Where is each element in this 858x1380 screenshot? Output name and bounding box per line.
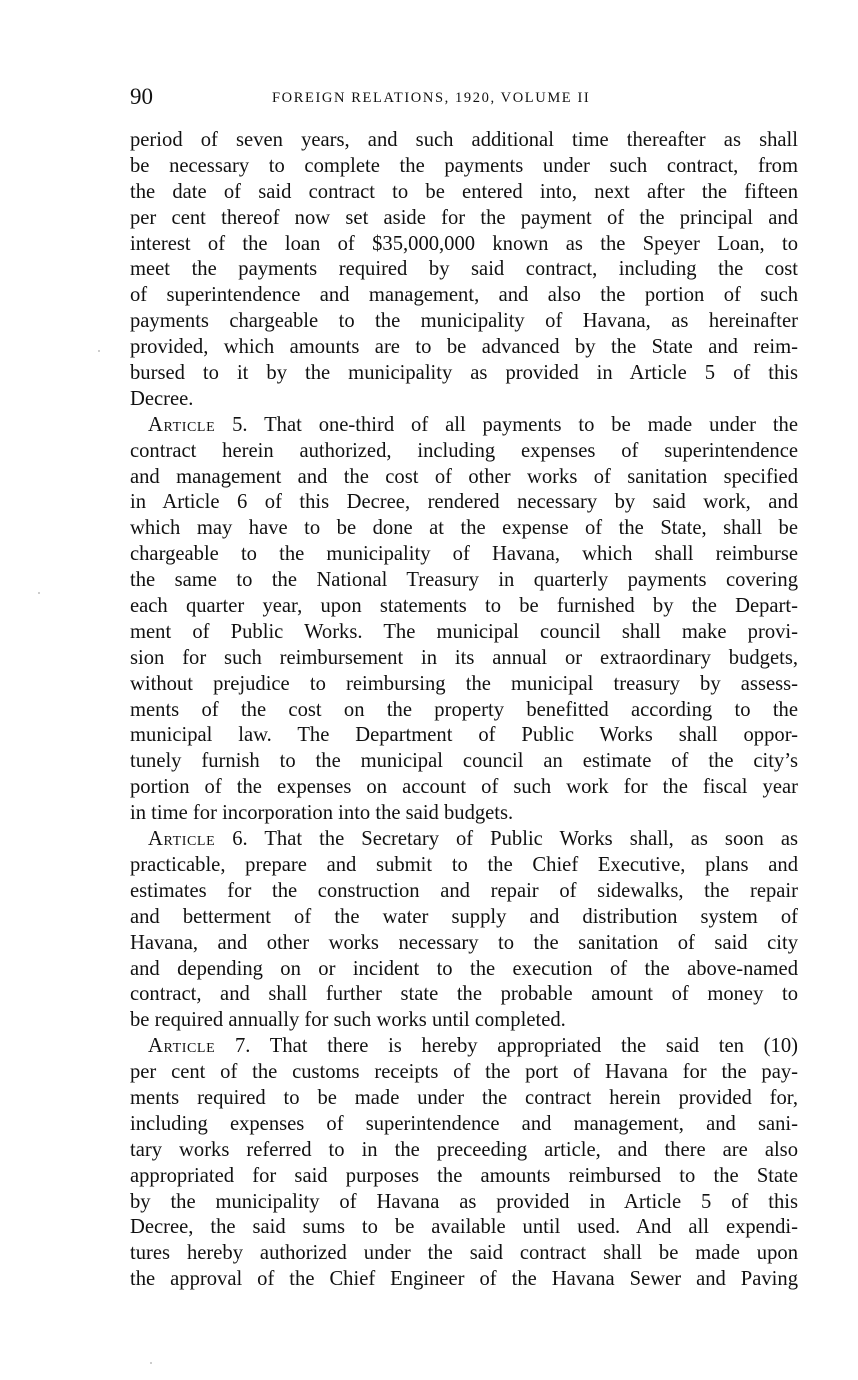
running-head-title: FOREIGN RELATIONS, 1920, VOLUME II (272, 90, 591, 106)
text-line: be necessary to complete the payments under such contract, from (130, 154, 798, 177)
text-line: ments of the cost on the property benefitted according to the (130, 698, 798, 721)
text-line: which may have to be done at the expense of the State, shall be (130, 517, 798, 540)
article-5-paragraph (130, 413, 798, 827)
text-line: practicable, prepare and submit to the Chief Executive, plans and (130, 853, 798, 876)
text-line: payments chargeable to the municipality of Havana, as hereinafter (130, 310, 798, 333)
article-label: Article (148, 413, 216, 436)
text-line: the same to the National Treasury in quarterly payments covering (130, 569, 798, 592)
paragraph-continuation (130, 128, 798, 413)
text-line: contract herein authorized, including expenses of superintendence (130, 439, 798, 462)
text-line: per cent thereof now set aside for the payment of the principal and (130, 206, 798, 229)
text-line: and management and the cost of other works of sanitation specified (130, 465, 798, 488)
text-line: of superintendence and management, and also the portion of such (130, 284, 798, 307)
text-line: and depending on or incident to the execution of the above-named (130, 957, 798, 980)
article-5-first-line (130, 413, 798, 439)
scan-speck (150, 1362, 152, 1364)
article-7-first-line-text: 7. That there is hereby appropriated the said ten (10) (215, 1035, 798, 1058)
text-line: tunely furnish to the municipal council an estimate of the city’s (130, 750, 798, 773)
text-line: the approval of the Chief Engineer of the Havana Sewer and Paving (130, 1268, 798, 1291)
text-line: municipal law. The Department of Public Works shall oppor- (130, 724, 798, 747)
text-line: tary works referred to in the preceeding article, and there are also (130, 1138, 798, 1161)
text-line: each quarter year, upon statements to be furnished by the Depart- (130, 595, 798, 618)
text-line: be required annually for such works until completed. (130, 1009, 566, 1032)
text-line: by the municipality of Havana as provided in Article 5 of this (130, 1190, 798, 1213)
text-line: including expenses of superintendence and management, and sani- (130, 1112, 798, 1135)
text-line: interest of the loan of $35,000,000 known as the Speyer Loan, to (130, 232, 798, 255)
text-line: sion for such reimbursement in its annual or extraordinary budgets, (130, 646, 798, 669)
text-line: chargeable to the municipality of Havana, which shall reimburse (130, 543, 798, 566)
text-line: in time for incorporation into the said budgets. (130, 802, 514, 825)
article-label: Article (148, 828, 216, 851)
text-line: contract, and shall further state the probable amount of money to (130, 983, 798, 1006)
page-number: 90 (130, 84, 153, 109)
text-line: provided, which amounts are to be advanced by the State and reim- (130, 336, 798, 359)
text-line: appropriated for said purposes the amounts reimbursed to the State (130, 1164, 798, 1187)
text-line: portion of the expenses on account of such work for the fiscal year (130, 776, 798, 799)
text-line: without prejudice to reimbursing the municipal treasury by assess- (130, 672, 798, 695)
text-line: meet the payments required by said contract, including the cost (130, 258, 798, 281)
text-line: ments required to be made under the contract herein provided for, (130, 1086, 798, 1109)
text-line: Havana, and other works necessary to the sanitation of said city (130, 931, 798, 954)
text-line: in Article 6 of this Decree, rendered necessary by said work, and (130, 491, 798, 514)
text-line: tures hereby authorized under the said contract shall be made upon (130, 1242, 798, 1265)
scan-speck (98, 350, 100, 352)
article-6-first-line (130, 827, 798, 853)
article-7-paragraph (130, 1034, 798, 1293)
body-text (130, 128, 798, 1293)
text-line: bursed to it by the municipality as provided in Article 5 of this (130, 362, 798, 385)
article-5-first-line-text: 5. That one-third of all payments to be made under the (215, 413, 798, 436)
text-line: and betterment of the water supply and distribution system of (130, 905, 798, 928)
scan-speck (38, 592, 40, 594)
text-line: Decree, the said sums to be available until used. And all expendi- (130, 1216, 798, 1239)
text-line: Decree. (130, 387, 194, 410)
article-label: Article (148, 1035, 216, 1058)
text-line: the date of said contract to be entered into, next after the fifteen (130, 180, 798, 203)
article-7-first-line (130, 1034, 798, 1060)
running-head (130, 84, 798, 114)
article-6-paragraph (130, 827, 798, 1034)
text-line: period of seven years, and such additional time thereafter as shall (130, 129, 798, 151)
text-line: estimates for the construction and repair of sidewalks, the repair (130, 879, 798, 902)
text-line: ment of Public Works. The municipal council shall make provi- (130, 620, 798, 643)
text-line: per cent of the customs receipts of the port of Havana for the pay- (130, 1061, 798, 1084)
article-6-first-line-text: 6. That the Secretary of Public Works shall, as soon as (215, 828, 798, 851)
